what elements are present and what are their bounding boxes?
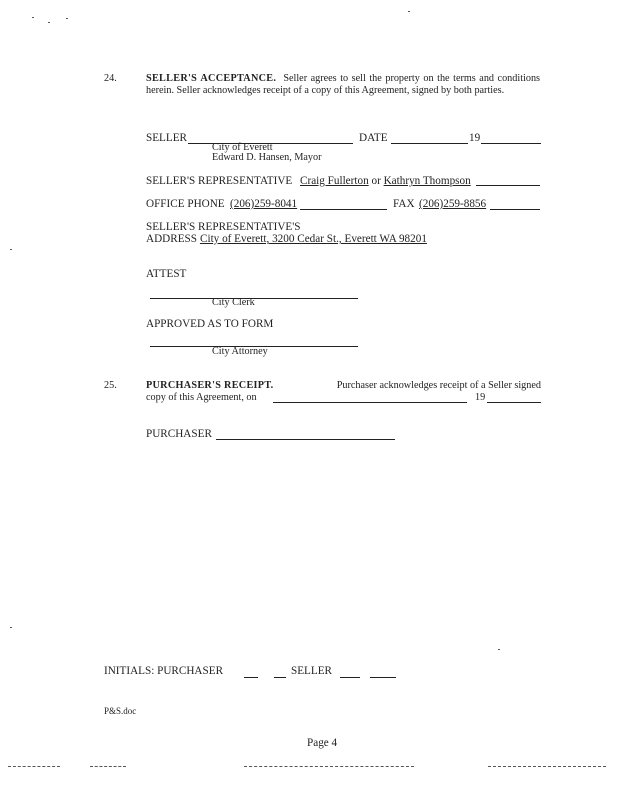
- seller-signatory: Edward D. Hansen, Mayor: [212, 152, 322, 163]
- scan-speck: [408, 11, 410, 12]
- fax-value: (206)259-8856: [419, 198, 487, 210]
- section-25-text-line2: copy of this Agreement, on: [146, 392, 257, 403]
- rep-address-label-2: ADDRESS: [146, 233, 197, 245]
- section-25-line1: [146, 380, 541, 392]
- receipt-year-line: [487, 402, 541, 403]
- scan-artifact-line: [488, 766, 606, 767]
- office-phone-line: [300, 209, 387, 210]
- date-year-prefix: 19: [469, 132, 481, 144]
- initials-purchaser-label: INITIALS: PURCHASER: [104, 665, 224, 677]
- page-number: Page 4: [307, 737, 338, 749]
- fax-label: FAX: [393, 198, 415, 210]
- section-24-text: Seller agrees to sell the property on the terms and conditions herein. Seller acknowledges receipt of a copy of this Agreement, signed by both parties.: [146, 73, 541, 96]
- attest-label: ATTEST: [146, 268, 187, 280]
- section-25-number: 25.: [104, 380, 117, 391]
- scan-speck: [32, 17, 34, 18]
- approved-label: APPROVED AS TO FORM: [146, 318, 274, 330]
- initials-seller-line-2: [370, 677, 396, 678]
- section-25-text-line1: Purchaser acknowledges receipt of a Seller signed: [336, 380, 541, 391]
- office-phone-value: (206)259-8041: [230, 198, 298, 210]
- scan-artifact-line: [244, 766, 414, 767]
- approved-signer-title: City Attorney: [212, 346, 268, 357]
- section-24-heading: SELLER'S ACCEPTANCE.: [146, 73, 277, 84]
- scan-speck: [498, 649, 500, 650]
- initials-purchaser-line-2: [274, 677, 286, 678]
- scan-speck: [10, 249, 12, 250]
- scan-speck: [10, 627, 12, 628]
- date-year-line: [481, 143, 541, 144]
- seller-rep-value: [300, 175, 471, 187]
- seller-rep-name-2: Kathryn Thompson: [383, 175, 471, 187]
- attest-signer-title: City Clerk: [212, 297, 255, 308]
- initials-purchaser-line-1: [244, 677, 258, 678]
- seller-rep-name-1: Craig Fullerton: [300, 175, 369, 187]
- date-label: DATE: [359, 132, 388, 144]
- section-25-heading: PURCHASER'S RECEIPT.: [146, 380, 274, 391]
- fax-line: [490, 209, 540, 210]
- scan-artifact-line: [90, 766, 126, 767]
- section-24-number: 24.: [104, 73, 117, 84]
- purchaser-label: PURCHASER: [146, 428, 212, 440]
- section-24-paragraph: [146, 73, 540, 96]
- purchaser-signature-line: [216, 439, 395, 440]
- seller-label: SELLER: [146, 132, 188, 144]
- seller-rep-label: SELLER'S REPRESENTATIVE: [146, 175, 293, 187]
- section-25-year-prefix: 19: [475, 392, 486, 403]
- rep-address-value: City of Everett, 3200 Cedar St., Everett WA 98201: [200, 233, 427, 245]
- seller-rep-line: [476, 185, 540, 186]
- office-phone-label: OFFICE PHONE: [146, 198, 225, 210]
- receipt-date-line: [273, 402, 467, 403]
- footer-filename: P&S.doc: [104, 706, 137, 716]
- scan-speck: [48, 22, 50, 23]
- scan-artifact-line: [8, 766, 60, 767]
- seller-entity: City of Everett: [212, 142, 273, 153]
- initials-seller-label: SELLER: [291, 665, 333, 677]
- date-line: [391, 143, 468, 144]
- initials-seller-line-1: [340, 677, 360, 678]
- seller-rep-or: or: [371, 175, 381, 187]
- scan-speck: [66, 18, 68, 19]
- rep-address-label-1: SELLER'S REPRESENTATIVE'S: [146, 221, 301, 233]
